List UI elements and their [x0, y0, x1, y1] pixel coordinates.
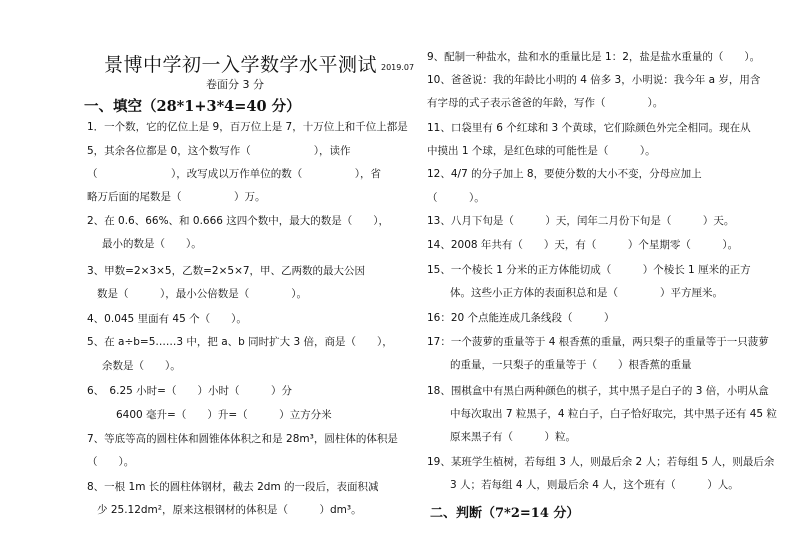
exam-subtitle: 卷面分 3 分	[206, 78, 264, 91]
question-line: 中摸出 1 个球，是红色球的可能性是（ ）。	[427, 145, 656, 157]
question-line: 少 25.12dm²，原来这根钢材的体积是（ ）dm³。	[97, 504, 362, 516]
question-line: 1．一个数，它的亿位上是 9，百万位上是 7，十万位上和千位上都是	[87, 121, 408, 133]
question-line: 略万后面的尾数是（ ）万。	[87, 191, 266, 203]
exam-title: 景博中学初一入学数学水平测试	[104, 54, 378, 76]
question-line: 19、某班学生植树，若每组 3 人，则最后余 2 人；若每组 5 人，则最后余	[427, 456, 775, 468]
question-line: 17：一个菠萝的重量等于 4 根香蕉的重量，两只梨子的重量等于一只菠萝	[427, 336, 769, 348]
question-line: 中每次取出 7 粒黑子，4 粒白子，白子恰好取完，其中黑子还有 45 粒	[450, 408, 777, 420]
question-line: 2、在 0.6、66%、和 0.666 这四个数中，最大的数是（ ），	[87, 215, 390, 227]
question-line: 5、在 a÷b=5……3 中，把 a、b 同时扩大 3 倍，商是（ ），	[87, 336, 393, 348]
question-line: 3 人；若每组 4 人，则最后余 4 人，这个班有（ ）人。	[450, 479, 739, 491]
question-line: 8、一根 1m 长的圆柱体钢材，截去 2dm 的一段后，表面积减	[87, 481, 379, 493]
section-heading-fill-blank: 一、填空（28*1+3*4=40 分）	[84, 98, 301, 115]
question-line: 13、八月下旬是（ ）天，闰年二月份下旬是（ ）天。	[427, 215, 735, 227]
question-line: 10、爸爸说：我的年龄比小明的 4 倍多 3，小明说：我今年 a 岁，用含	[427, 74, 761, 86]
question-line: 7、等底等高的圆柱体和圆锥体体积之和是 28m³，圆柱体的体积是	[87, 433, 398, 445]
question-line: 3、甲数=2×3×5，乙数=2×5×7，甲、乙两数的最大公因	[87, 265, 366, 277]
question-line: 有字母的式子表示爸爸的年龄，写作（ ）。	[427, 97, 664, 109]
question-line: 14、2008 年共有（ ）天，有（ ）个星期零（ ）。	[427, 239, 739, 251]
question-line: （ ）。	[427, 192, 485, 204]
question-line: （ ）。	[87, 456, 135, 468]
question-line: 的重量，一只梨子的重量等于（ ）根香蕉的重量	[450, 359, 692, 371]
question-line: 12、4/7 的分子加上 8，要使分数的大小不变，分母应加上	[427, 168, 702, 180]
exam-date: 2019.07	[381, 63, 415, 72]
question-line: 最小的数是（ ）。	[102, 238, 202, 250]
question-line: 体。这些小正方体的表面积总和是（ ）平方厘米。	[450, 287, 723, 299]
question-line: 11、口袋里有 6 个红球和 3 个黄球，它们除颜色外完全相同。现在从	[427, 122, 751, 134]
question-line: 5，其余各位都是 0，这个数写作（ ），读作	[87, 145, 351, 157]
question-line: 6400 毫升=（ ）升=（ ）立方分米	[116, 409, 332, 421]
question-line: 原来黑子有（ ）粒。	[450, 431, 576, 443]
question-line: 9、配制一种盐水，盐和水的重量比是 1：2，盐是盐水重量的（ ）。	[427, 51, 761, 63]
question-line: （ ），改写成以万作单位的数（ ），省	[87, 168, 381, 180]
question-line: 4、0.045 里面有 45 个（ ）。	[87, 313, 247, 325]
question-line: 6、 6.25 小时=（ ）小时（ ）分	[87, 385, 292, 397]
question-line: 16：20 个点能连成几条线段（ ）	[427, 312, 615, 324]
question-line: 数是（ ），最小公倍数是（ ）。	[97, 288, 307, 300]
question-line: 18、围棋盒中有黑白两种颜色的棋子，其中黑子是白子的 3 倍，小明从盒	[427, 385, 769, 397]
question-line: 15、一个棱长 1 分米的正方体能切成（ ）个棱长 1 厘米的正方	[427, 264, 751, 276]
question-line: 余数是（ ）。	[102, 360, 181, 372]
section-heading-true-false: 二、判断（7*2=14 分）	[430, 506, 580, 521]
